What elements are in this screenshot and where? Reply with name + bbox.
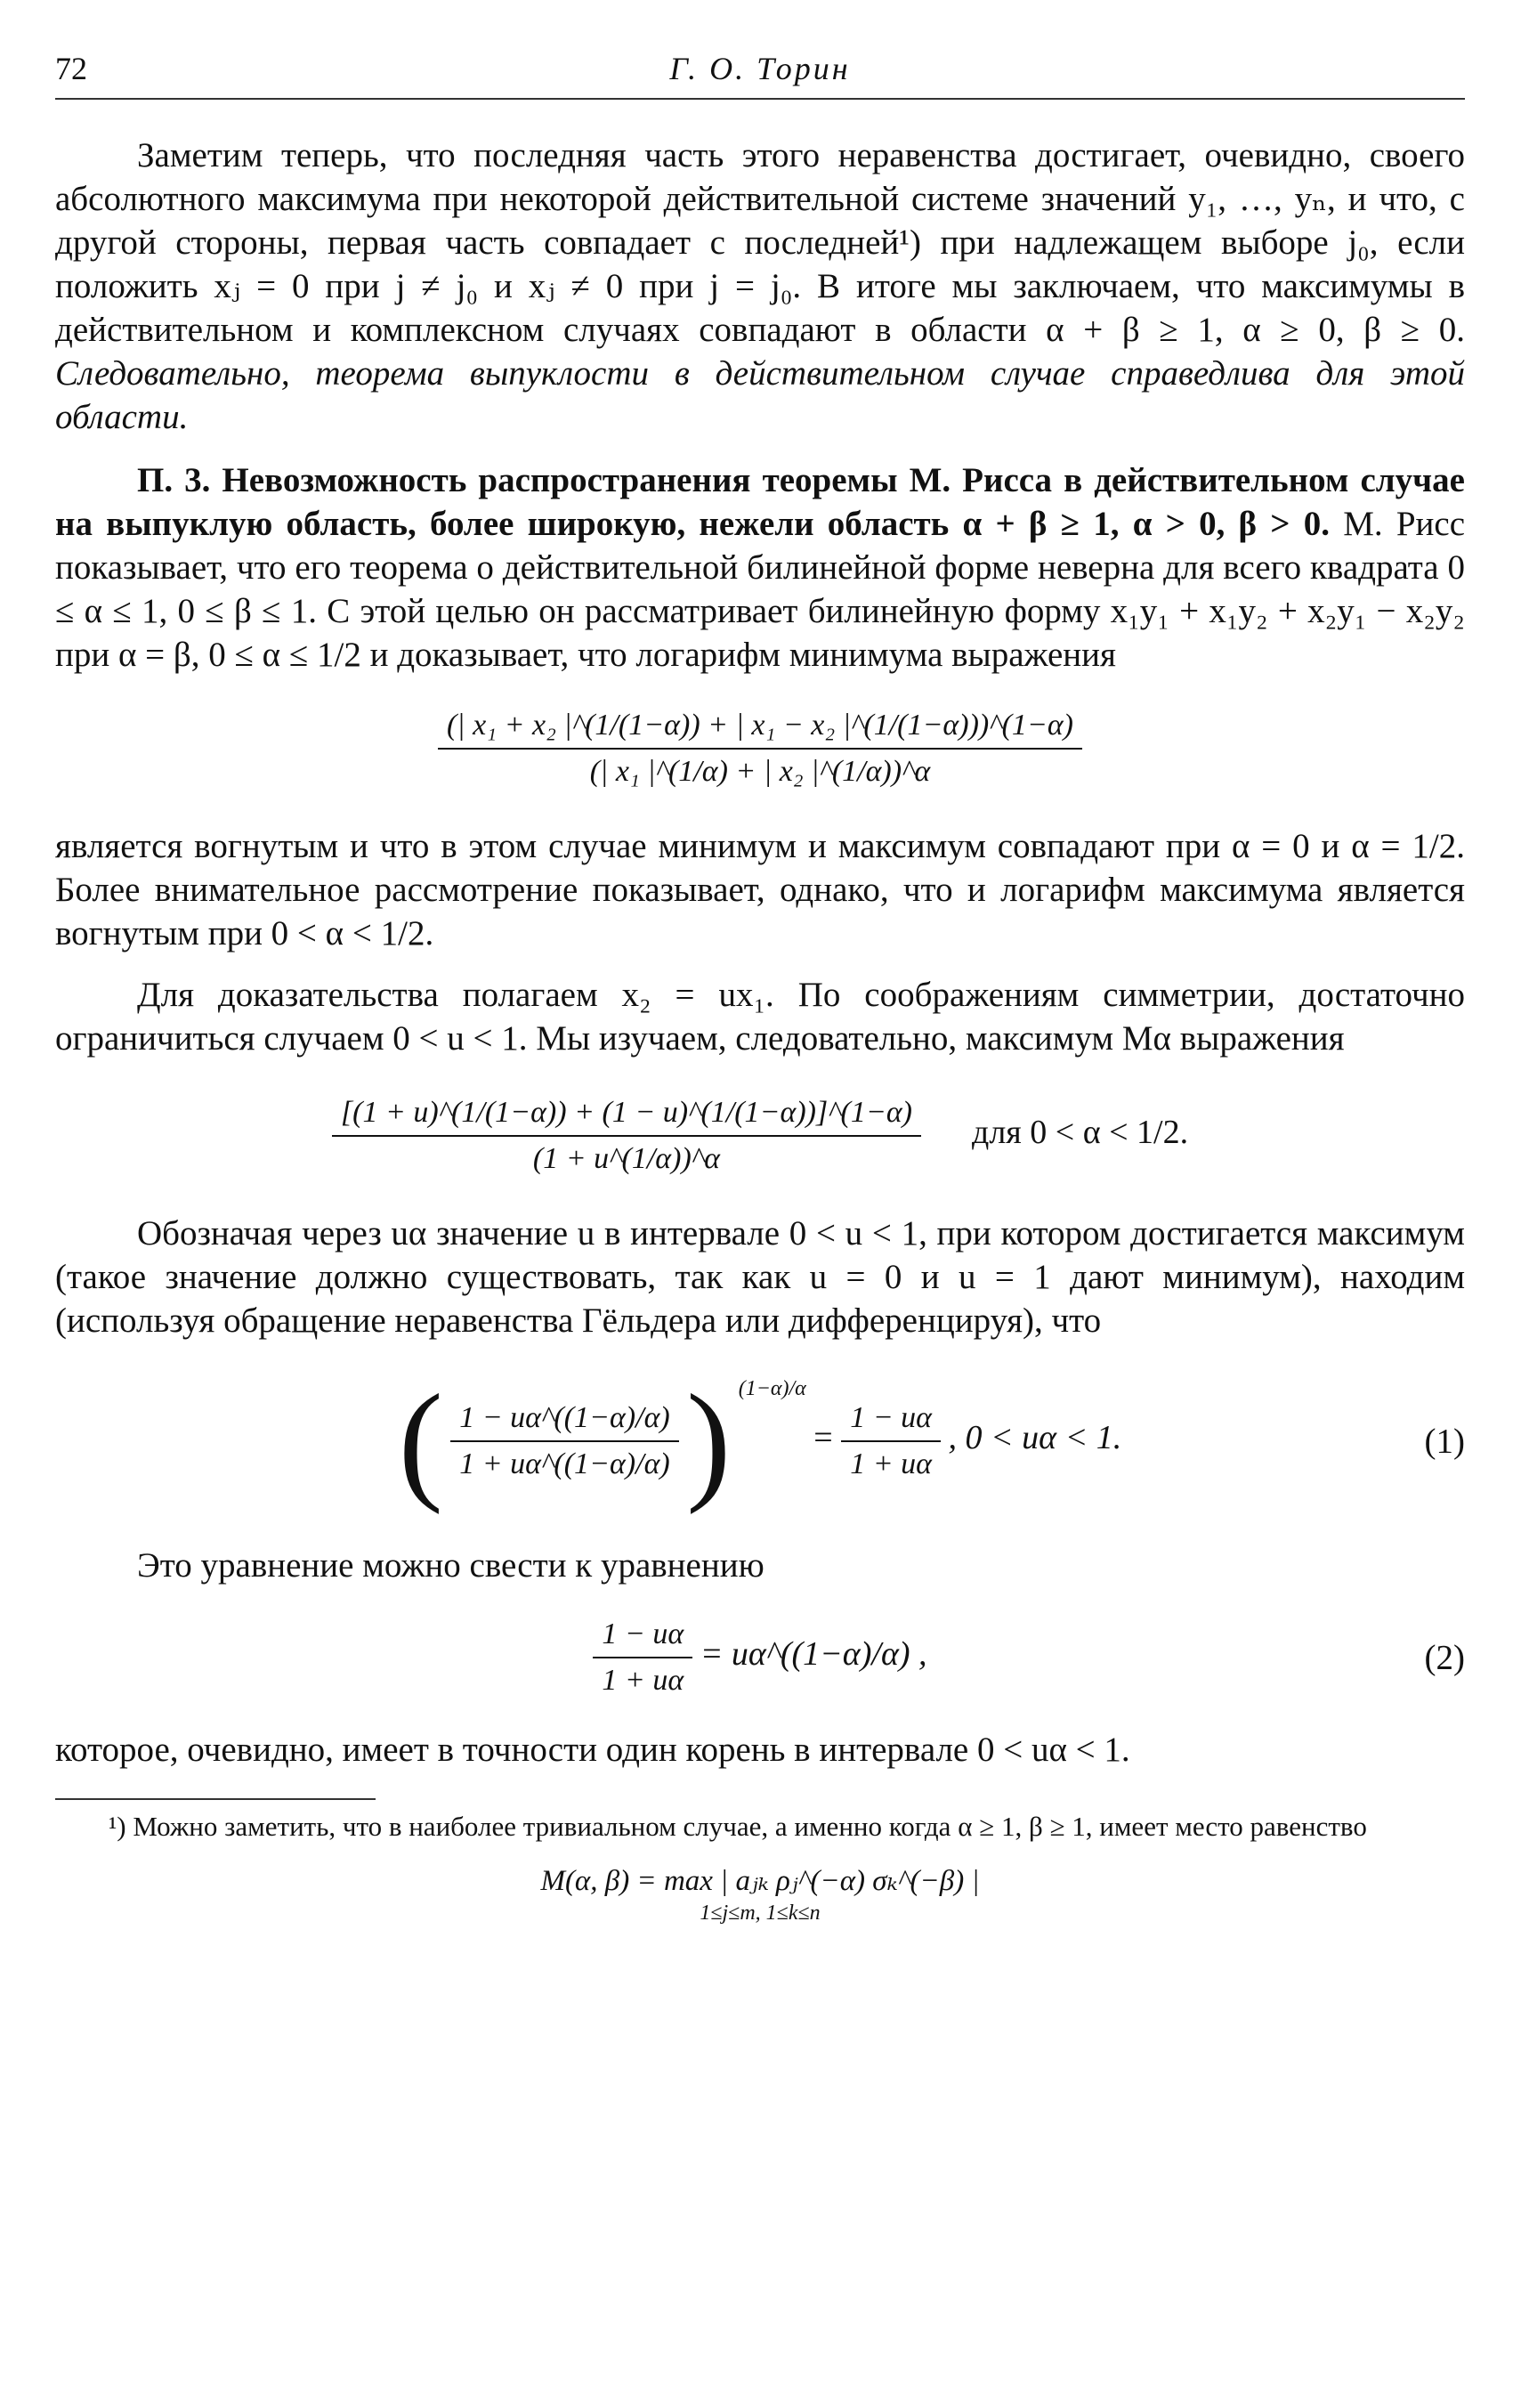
formula-2 bbox=[55, 1096, 1465, 1176]
formula-2-fraction bbox=[332, 1096, 921, 1176]
eq2-lhs-denominator: 1 + uα bbox=[602, 1664, 684, 1697]
footnote-formula bbox=[55, 1862, 1465, 1926]
running-title: Г. О. Торин bbox=[669, 51, 851, 86]
section-heading: П. 3. Невозможность распространения теоремы М. Рисса в действительном случае на выпуклую область, более широкую, нежели область α + β ≥ 1, α > 0, β > 0. bbox=[55, 461, 1465, 543]
right-paren: ) bbox=[686, 1367, 732, 1515]
formula-2-numerator: [(1 + u)^(1/(1−α)) + (1 − u)^(1/(1−α))]^(1−α) bbox=[332, 1096, 921, 1137]
paragraph-3: является вогнутым и что в этом случае минимум и максимум совпадают при α = 0 и α = 1/2. Более внимательное рассмотрение показывает, однако, что и логарифм максимума является вогнутым при 0 < α < 1/2. bbox=[55, 827, 1465, 953]
paragraph-5: Обозначая через uα значение u в интервале 0 < u < 1, при котором достигается максимум (такое значение должно существовать, так как u = 0 и u = 1 дают минимум), находим (используя обращение неравенства Гёльдера или дифференцируя), что bbox=[55, 1214, 1465, 1340]
paragraph-7: которое, очевидно, имеет в точности один корень в интервале 0 < uα < 1. bbox=[55, 1731, 1130, 1769]
paragraph-2-text: М. Рисс показывает, что его теорема о действительной билинейной форме неверна для всего квадрата 0 ≤ α ≤ 1, 0 ≤ β ≤ 1. С этой целью он рассматривает билинейную форму x₁y₁ + x₁y₂ + x₂y₁ − x₂y₂ при α = β, 0 ≤ α ≤ 1/2 и доказывает, что логарифм минимума выражения bbox=[55, 505, 1465, 674]
eq1-outer-power: (1−α)/α bbox=[738, 1376, 806, 1400]
footnote-formula-body: M(α, β) = max | aⱼₖ ρⱼ^(−α) σₖ^(−β) | bbox=[540, 1865, 980, 1897]
equation-1: ( $\frac{1 - u\alpha\^{}((1-\alpha)/\alpha)}{1 + u\alpha\^{}((1-\alpha)/\alpha)}$ ) $^{(1-\alpha)/\alpha}$ = $\frac{1 - u\alpha}{1 + u\alpha}$ , 0 < uα < 1. (1) bbox=[398, 1367, 1465, 1515]
eq1-lhs-numerator: 1 − uα^((1−α)/α) bbox=[450, 1401, 679, 1442]
paragraph-1-conclusion: Следовательно, теорема выпуклости в действительном случае справедлива для этой области. bbox=[55, 354, 1465, 436]
formula-1-fraction bbox=[438, 709, 1082, 789]
footnote-text: ¹) Можно заметить, что в наиболее тривиальном случае, а именно когда α ≥ 1, β ≥ 1, имеет место равенство bbox=[109, 1811, 1367, 1842]
eq1-lhs-denominator: 1 + uα^((1−α)/α) bbox=[459, 1447, 670, 1480]
formula-2-condition: для 0 < α < 1/2. bbox=[972, 1113, 1189, 1151]
equation-2 bbox=[55, 1617, 1465, 1698]
eq2-rhs: = uα^((1−α)/α) , bbox=[700, 1634, 927, 1673]
formula-1-numerator: (| x₁ + x₂ |^(1/(1−α)) + | x₁ − x₂ |^(1/(1−α)))^(1−α) bbox=[438, 709, 1082, 750]
eq1-rhs-numerator: 1 − uα bbox=[841, 1401, 941, 1442]
paragraph-1-text: Заметим теперь, что последняя часть этого неравенства достигает, очевидно, своего абсолютного максимума при некоторой действительной системе значений y₁, …, yₙ, и что, с другой стороны, первая часть совпадает с последней¹) при надлежащем выборе j₀, если положить xⱼ = 0 при j ≠ j₀ и xⱼ ≠ 0 при j = j₀. В итоге мы заключаем, что максимумы в действительном и комплексном случаях совпадают в области α + β ≥ 1, α ≥ 0, β ≥ 0. bbox=[55, 136, 1465, 349]
eq1-condition: , 0 < uα < 1. bbox=[948, 1418, 1122, 1456]
equation-number-1: (1) bbox=[1424, 1422, 1465, 1461]
formula-1 bbox=[55, 709, 1465, 789]
eq1-rhs-fraction bbox=[841, 1401, 941, 1481]
paragraph-6: Это уравнение можно свести к уравнению bbox=[137, 1546, 764, 1585]
eq1-rhs-denominator: 1 + uα bbox=[850, 1447, 932, 1480]
eq1-lhs-fraction bbox=[450, 1401, 679, 1481]
eq2-lhs-numerator: 1 − uα bbox=[593, 1617, 692, 1658]
page-number: 72 bbox=[55, 51, 87, 86]
page-header bbox=[55, 50, 1465, 100]
formula-1-denominator: (| x₁ |^(1/α) + | x₂ |^(1/α))^α bbox=[589, 755, 931, 788]
left-paren: ( bbox=[398, 1367, 443, 1515]
paragraph-1 bbox=[55, 134, 1465, 439]
footnote-formula-limits: 1≤j≤m, 1≤k≤n bbox=[700, 1901, 821, 1925]
paragraph-4: Для доказательства полагаем x₂ = ux₁. По соображениям симметрии, достаточно ограничиться случаем 0 < u < 1. Мы изучаем, следовательно, максимум Mα выражения bbox=[55, 976, 1465, 1058]
eq2-lhs-fraction bbox=[593, 1617, 692, 1698]
equation-number-2: (2) bbox=[1424, 1638, 1465, 1677]
footnote-rule bbox=[55, 1798, 376, 1800]
page bbox=[55, 50, 1465, 1926]
formula-2-denominator: (1 + u^(1/α))^α bbox=[532, 1142, 720, 1175]
section-3 bbox=[55, 458, 1465, 677]
